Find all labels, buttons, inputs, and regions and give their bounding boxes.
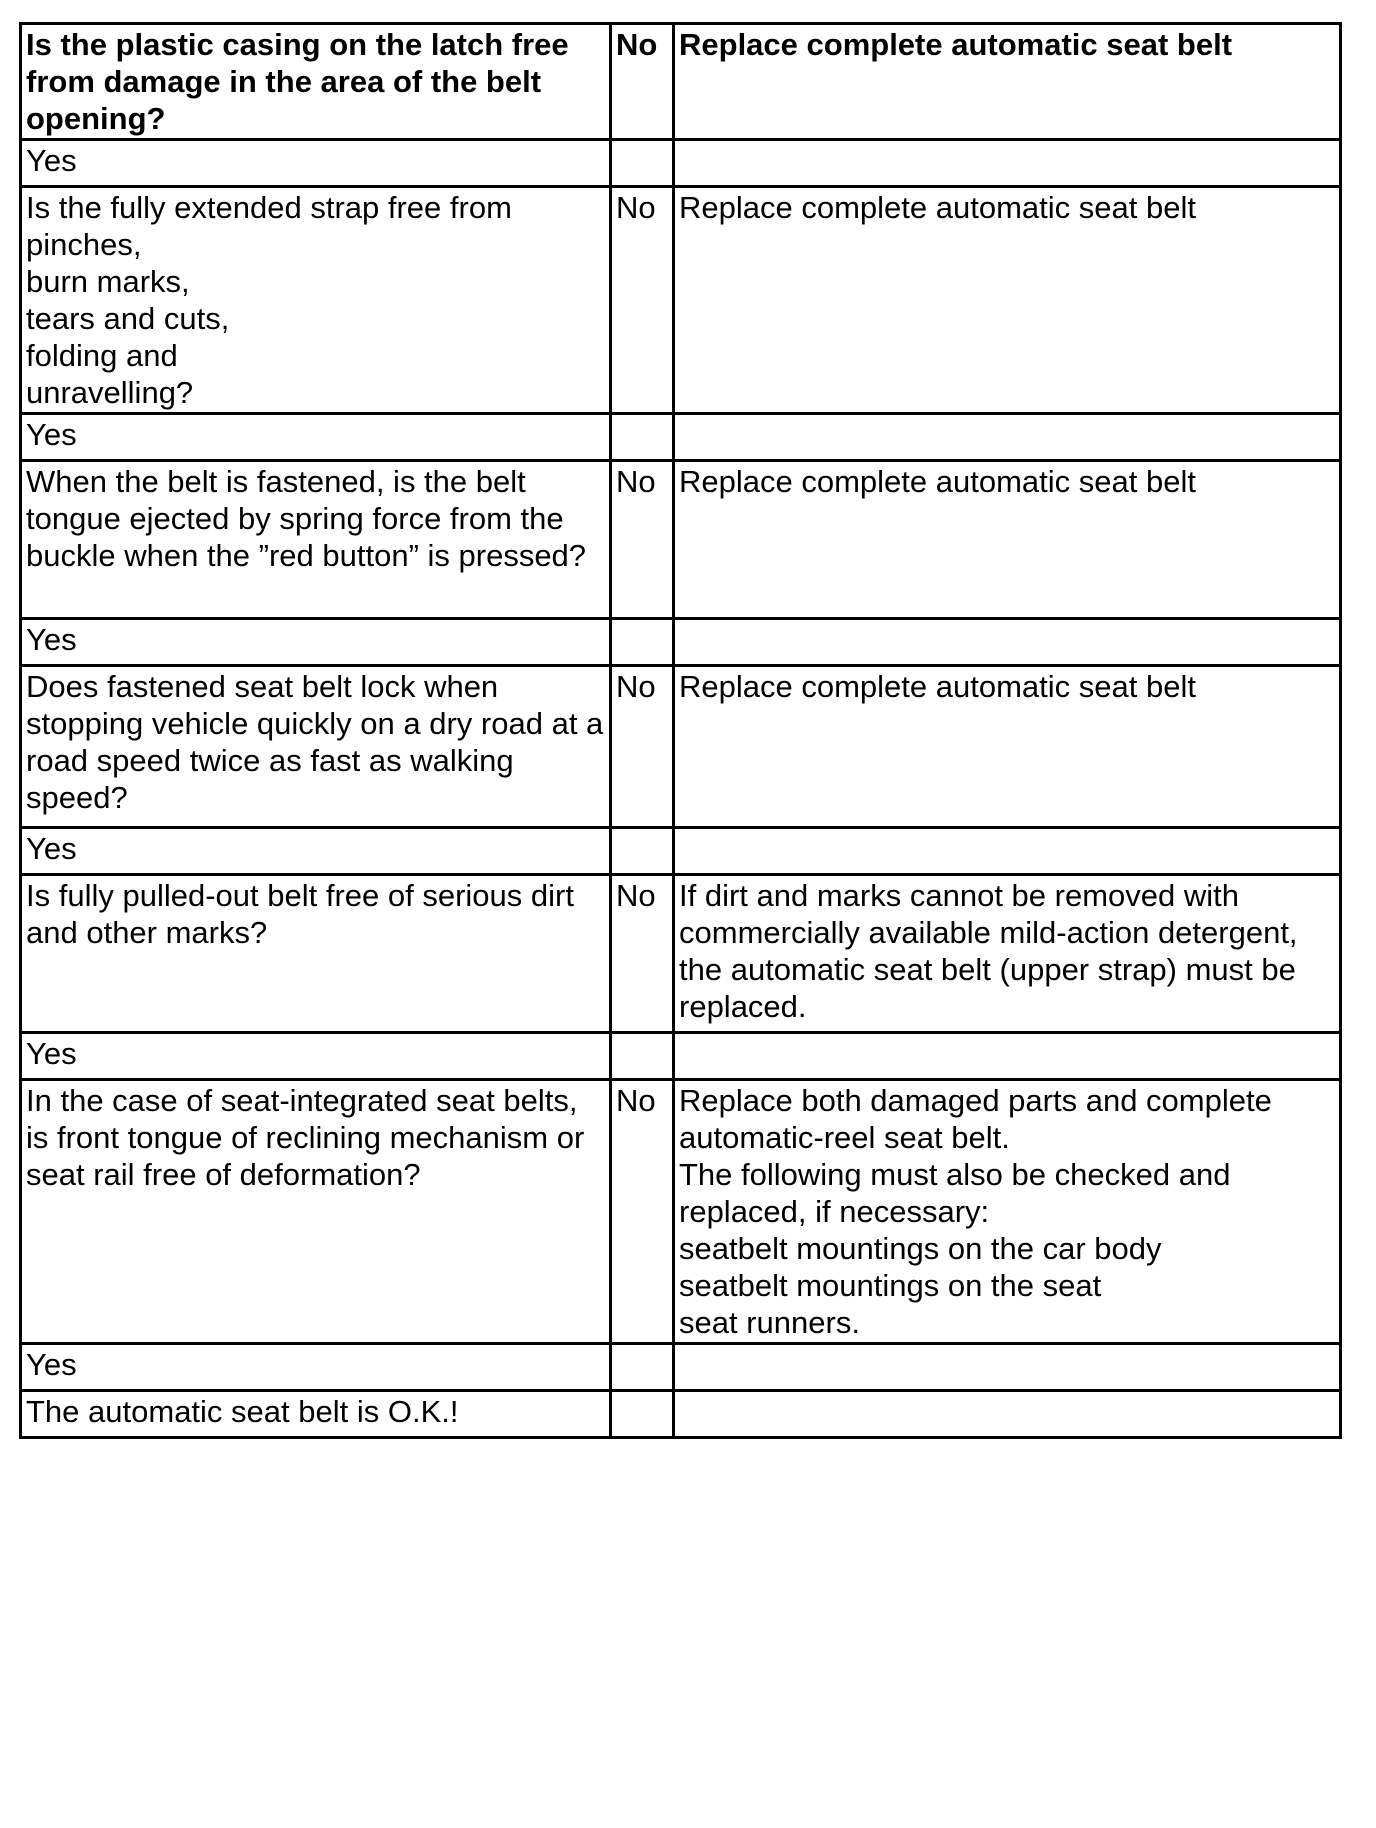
question-text: Is the plastic casing on the latch free from damage in the area of the belt opening? — [26, 27, 569, 136]
question-list-item: burn marks, — [26, 264, 190, 299]
yes-label: Yes — [26, 1036, 77, 1071]
empty-cell — [674, 414, 1341, 461]
empty-cell — [674, 619, 1341, 666]
action-cell — [674, 875, 1341, 1033]
question-text: Is the fully extended strap free from — [26, 190, 512, 225]
action-text: The following must also be checked and replaced, if necessary: — [679, 1157, 1231, 1229]
empty-cell — [674, 828, 1341, 875]
action-cell — [674, 24, 1341, 140]
table-row — [21, 828, 1341, 875]
empty-cell — [611, 1344, 674, 1391]
table-row — [21, 461, 1341, 619]
no-label: No — [616, 1083, 656, 1118]
action-text: Replace both damaged parts and complete automatic-reel seat belt. — [679, 1083, 1272, 1155]
question-cell — [21, 875, 611, 1033]
question-cell — [21, 666, 611, 828]
table-row — [21, 1033, 1341, 1080]
table-row — [21, 1080, 1341, 1344]
no-label: No — [616, 27, 658, 62]
empty-cell — [611, 619, 674, 666]
result-cell — [21, 1391, 611, 1438]
no-label: No — [616, 464, 656, 499]
question-list-item: folding and — [26, 338, 178, 373]
no-label: No — [616, 190, 656, 225]
yes-label: Yes — [26, 1347, 77, 1382]
action-text: Replace complete automatic seat belt — [679, 464, 1196, 499]
empty-cell — [674, 1033, 1341, 1080]
table-row — [21, 187, 1341, 414]
table-row — [21, 619, 1341, 666]
action-cell — [674, 461, 1341, 619]
table-row — [21, 24, 1341, 140]
question-text: In the case of seat-integrated seat belts, is front tongue of reclining mechanism or seat rail free of deformation? — [26, 1083, 585, 1192]
question-text: When the belt is fastened, is the belt tongue ejected by spring force from the buckle when the ”red button” is pressed? — [26, 464, 587, 573]
yes-cell — [21, 619, 611, 666]
question-list-item: pinches, — [26, 227, 142, 262]
action-list-item: seatbelt mountings on the seat — [679, 1268, 1102, 1303]
yes-label: Yes — [26, 622, 77, 657]
empty-cell — [674, 140, 1341, 187]
action-cell — [674, 1080, 1341, 1344]
table-row — [21, 1391, 1341, 1438]
no-cell — [611, 875, 674, 1033]
table-row — [21, 666, 1341, 828]
yes-cell — [21, 1033, 611, 1080]
empty-cell — [611, 1033, 674, 1080]
action-text: Replace complete automatic seat belt — [679, 669, 1196, 704]
yes-cell — [21, 1344, 611, 1391]
no-label: No — [616, 669, 656, 704]
no-cell — [611, 666, 674, 828]
action-text: If dirt and marks cannot be removed with commercially available mild-action detergent, the automatic seat belt (upper strap) must be replaced. — [679, 878, 1298, 1024]
empty-cell — [674, 1391, 1341, 1438]
empty-cell — [674, 1344, 1341, 1391]
no-cell — [611, 24, 674, 140]
yes-cell — [21, 140, 611, 187]
final-result-text: The automatic seat belt is O.K.! — [26, 1394, 459, 1429]
empty-cell — [611, 140, 674, 187]
question-cell — [21, 24, 611, 140]
seat-belt-checklist-table — [19, 22, 1342, 1439]
empty-cell — [611, 828, 674, 875]
question-text: Does fastened seat belt lock when stopping vehicle quickly on a dry road at a road speed twice as fast as walking speed? — [26, 669, 604, 815]
question-cell — [21, 1080, 611, 1344]
question-cell — [21, 461, 611, 619]
no-cell — [611, 461, 674, 619]
action-list-item: seatbelt mountings on the car body — [679, 1231, 1162, 1266]
question-cell — [21, 187, 611, 414]
action-text: Replace complete automatic seat belt — [679, 190, 1196, 225]
action-cell — [674, 187, 1341, 414]
no-cell — [611, 1080, 674, 1344]
yes-label: Yes — [26, 417, 77, 452]
question-list-item: tears and cuts, — [26, 301, 230, 336]
table-row — [21, 140, 1341, 187]
question-list-item: unravelling? — [26, 375, 194, 410]
empty-cell — [611, 1391, 674, 1438]
yes-cell — [21, 414, 611, 461]
yes-label: Yes — [26, 831, 77, 866]
action-text: Replace complete automatic seat belt — [679, 27, 1233, 62]
action-list-item: seat runners. — [679, 1305, 860, 1340]
yes-label: Yes — [26, 143, 77, 178]
empty-cell — [611, 414, 674, 461]
action-cell — [674, 666, 1341, 828]
no-label: No — [616, 878, 656, 913]
question-text: Is fully pulled-out belt free of serious dirt and other marks? — [26, 878, 574, 950]
table-row — [21, 414, 1341, 461]
no-cell — [611, 187, 674, 414]
yes-cell — [21, 828, 611, 875]
table-row — [21, 1344, 1341, 1391]
table-row — [21, 875, 1341, 1033]
